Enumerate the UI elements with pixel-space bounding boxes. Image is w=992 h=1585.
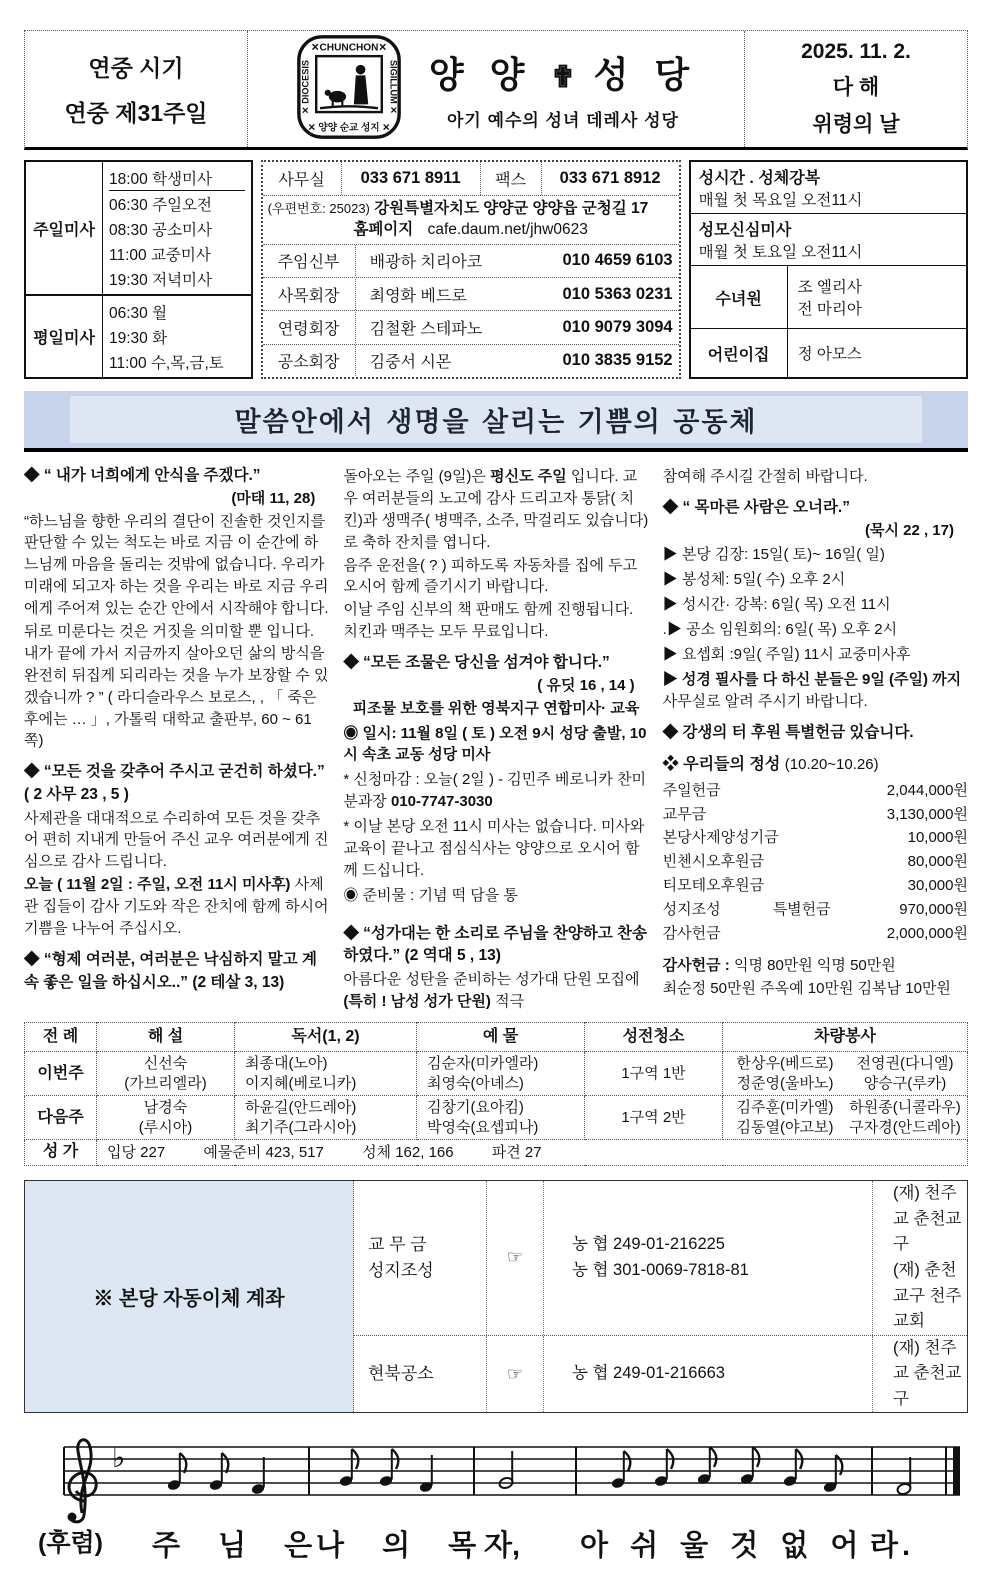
announcement-item: ▶ 성시간· 강복: 6일( 목) 오전 11시: [662, 596, 891, 614]
feast-day: 위령의 날: [812, 113, 900, 136]
offering-row: [663, 779, 968, 803]
church-title-block: [429, 47, 697, 131]
offering-amount: 10,000원: [907, 829, 968, 847]
scripture-quote: “ 내가 너희에게 안식을 주겠다.”: [43, 467, 261, 484]
paragraph-text: 적극: [490, 992, 525, 1010]
scripture-quote: “모든 것을 갖추어 주시고 굳건히 하셨다.”: [43, 763, 325, 781]
diamond-bullet-icon: ◆: [24, 467, 40, 484]
title-left: 양 양: [428, 54, 533, 95]
event-item: ◉ 준비물 : 기념 떡 담을 통: [343, 886, 518, 904]
hymn-entry: 입당 227: [107, 1144, 166, 1162]
staff-role: 공소회장: [263, 345, 356, 376]
body-columns: [24, 465, 968, 1014]
hymn-numbers: [97, 1140, 968, 1166]
bulletin-date: 2025. 11. 2.: [801, 40, 911, 63]
office-phone: 033 671 8911: [360, 169, 461, 187]
diamond-bullet-icon: ◆: [24, 950, 40, 968]
paragraph: 참여해 주시길 간절히 바랍니다.: [662, 468, 868, 485]
motto-text: 말씀안에서 생명을 살리는 기쁨의 공동체: [234, 407, 758, 438]
paragraph: 이날 주임 신부의 책 판매도 함께 진행됩니다. 치킨과 맥주는 모두 무료입니다.: [343, 601, 634, 641]
paragraph: [343, 969, 648, 1013]
svg-text:✕ 양양 순교 성지 ✕: ✕ 양양 순교 성지 ✕: [307, 121, 391, 133]
music-staff-icon: [24, 1427, 968, 1523]
scripture-quote: “모든 조물은 당신을 섬겨야 합니다.”: [363, 654, 610, 672]
staff-name: 김중서 시몬: [369, 354, 452, 372]
hymn-row: [25, 1140, 968, 1166]
offering-label: 티모테오후원금: [662, 877, 765, 895]
lyric-segment: 나 의 목: [316, 1530, 492, 1563]
offering-amount: 2,000,000원: [886, 924, 968, 942]
mass-time: 06:30 월: [109, 304, 168, 322]
mass-time: 08:30 공소미사: [109, 221, 212, 239]
offering-amount: 80,000원: [907, 853, 968, 871]
account-number: 농 협 249-01-216225 농 협 301-0069-7818-81: [544, 1181, 873, 1334]
account-row: [354, 1181, 967, 1335]
highlight-text: 오늘 ( 11월 2일 : 주일, 오전 11시 미사후): [24, 876, 291, 894]
liturgy-duty-table: [24, 1022, 968, 1167]
offerings-title: [663, 753, 968, 776]
column-left: [24, 465, 329, 1014]
staff-phone: 010 3835 9152: [562, 351, 673, 370]
paragraph: [343, 466, 648, 554]
gifts-cell: 김순자(미카엘라) 최영숙(아녜스): [417, 1052, 585, 1096]
lyric-segment: 아 쉬 울 것 없 어: [580, 1530, 866, 1563]
thanks-offering-line: [663, 955, 968, 977]
svg-text:✕CHUNCHON✕: ✕CHUNCHON✕: [310, 41, 387, 53]
scripture-ref: ( 유딧 16 , 14 ): [537, 676, 635, 694]
weekday-mass-label: 평일미사: [26, 296, 103, 377]
offering-amount: 970,000원: [899, 901, 968, 919]
daycare-name: 정 아모스: [797, 346, 862, 364]
svg-text:✕ DIOCESIS: ✕ DIOCESIS: [300, 59, 311, 114]
office-label: 사무실: [263, 162, 342, 195]
offerings-title-text: 우리들의 정성: [683, 756, 781, 774]
diamond-bullet-icon: ◆: [343, 654, 359, 672]
offering-row: [663, 803, 968, 827]
duty-row-this-week: [25, 1052, 968, 1096]
fax-phone: 033 671 8912: [559, 169, 661, 187]
season-line1: 연중 시기: [88, 55, 184, 81]
account-purpose: 현북공소: [354, 1336, 487, 1413]
scripture-ref: (묵시 22 , 17): [864, 521, 954, 539]
mass-time: 19:30 저녁미사: [109, 271, 212, 289]
mass-time: 18:00 학생미사: [109, 165, 245, 191]
announcement-item: ▶ 요셉회 :9일( 주일) 11시 교중미사후: [662, 645, 911, 663]
event-item: * 이날 본당 오전 11시 미사는 없습니다. 미사와 교육이 끝나고 점심식사는 양양으로 오시어 함께 드십니다.: [343, 818, 645, 879]
paragraph-text: 입니다. 교우 여러분들의 노고에 감사 드리고자 통닭( 치킨)과 생맥주( 병맥주, 소주, 막걸리도 있습니다)로 축하 잔치를 엽니다.: [343, 468, 649, 551]
convent-sister: 전 마리아: [797, 301, 862, 319]
account-number: 농 협 249-01-216663: [544, 1336, 873, 1413]
announcement-item: ▶ 본당 김장: 15일( 토)~ 16일( 일): [662, 546, 885, 564]
mass-time: 06:30 주일오전: [109, 196, 212, 214]
scripture-quote: “ 목마른 사람은 오너라.”: [682, 498, 850, 516]
event-item: [343, 769, 648, 813]
postal-code: (우편번호: 25023): [267, 201, 370, 216]
offering-amount: 30,000원: [907, 877, 968, 895]
date-box: [744, 31, 967, 147]
church-subtitle: 아기 예수의 성녀 데레사 성당: [447, 111, 679, 130]
daycare-label: 어린이집: [691, 329, 788, 377]
hymn-label: 성 가: [25, 1140, 97, 1166]
mass-time: 11:00 수,목,금,토: [109, 354, 224, 372]
staff-name: 최영화 베드로: [369, 287, 467, 305]
mass-time: 11:00 교중미사: [109, 246, 211, 264]
scripture-quote: “형제 여러분, 여러분은 낙심하지 말고 계속 좋은 일을 하십시오..” (2 테살 3, 13): [24, 950, 317, 991]
bank-accounts-box: [24, 1180, 968, 1413]
announcement-item: [663, 669, 968, 713]
mass-time: 19:30 화: [109, 329, 168, 347]
staff-role: 사목회장: [263, 279, 356, 310]
paragraph: 뒤로 미룬다는 것은 거짓을 의미할 뿐 입니다. 내가 끝에 가서 지금까지 살아오던 삶의 방식을 완전히 뒤집게 되리라는 것을 누가 보장할 수 있겠습니까 ? ” ( 라디슬라우스 보로스, , 「 죽은 후에는 … 」, 가톨릭 대학교 출판부, 60 ~ 61쪽): [24, 622, 329, 750]
col-header: 전 례: [25, 1022, 97, 1052]
diamond-bullet-icon: ◆: [343, 924, 359, 942]
holy-hour-title: 성시간 . 성체강복: [698, 170, 821, 187]
lyric-segment: 자,: [484, 1530, 521, 1563]
scripture-ref: (마태 11, 28): [231, 489, 316, 507]
convent-label: 수녀원: [691, 266, 788, 328]
cleaning-cell: 1구역 2반: [585, 1096, 723, 1140]
account-holder: (재) 천주교 춘천교구 (재) 춘천교구 천주교회: [893, 1184, 962, 1331]
svg-text:SIGILLUM ✕: SIGILLUM ✕: [388, 59, 399, 114]
diocese-seal-icon: [295, 33, 403, 146]
staff-phone: 010 9079 3094: [562, 318, 673, 337]
header: [24, 30, 968, 150]
commentary-cell: 남경숙 (루시아): [97, 1096, 235, 1140]
offering-row: [663, 898, 968, 922]
convent-sister: 조 엘리사: [797, 279, 862, 297]
account-holder: (재) 천주교 춘천교구: [893, 1338, 962, 1408]
marian-mass-time: 매월 첫 토요일 오전11시: [698, 244, 863, 261]
announcement-item: .▶ 공소 임원회의: 6일( 목) 오후 2시: [662, 621, 898, 639]
duty-header-row: [25, 1022, 968, 1052]
account-row: [354, 1336, 967, 1413]
homepage-label: 홈페이지: [353, 220, 414, 238]
sunday-mass-label: 주일미사: [26, 162, 103, 294]
offering-row: [663, 850, 968, 874]
refrain-label: (후렴): [38, 1529, 103, 1558]
staff-name: 김철환 스테파노: [369, 321, 483, 339]
info-tables: [24, 160, 968, 379]
lyric-segment: 라.: [870, 1530, 915, 1563]
paragraph-text: 사제관 집들이 감사 기도와 작은 잔치에 함께 하시어 기쁨을 나누어 주십시오.: [24, 876, 329, 938]
scripture-quote: “성가대는 한 소리로 주님을 찬양하고 찬송하였다.” (2 역대 5 , 13): [343, 924, 647, 965]
readers-cell: 최종대(노아) 이지혜(베로니카): [235, 1052, 417, 1096]
title-right: 성 당: [593, 54, 698, 95]
diamond-bullet-icon: ◆: [24, 763, 40, 781]
offering-label: 주일헌금: [662, 781, 721, 799]
commentary-cell: 신선숙 (가브리엘라): [97, 1052, 235, 1096]
motto-banner: [24, 391, 968, 452]
thanks-offering-line2: 최순정 50만원 주옥예 10만원 김복남 10만원: [662, 979, 951, 997]
offering-row: [663, 826, 968, 850]
drivers-cell: 한상우(베드로) 정준영(울바노) 전영권(다니엘) 양승구(루카): [723, 1052, 968, 1096]
col-header: 해 설: [97, 1022, 235, 1052]
drivers-cell: 김주훈(미카엘) 김동열(야고보) 하원종(니콜라우) 구자경(안드레아): [723, 1096, 968, 1140]
paragraph: “하느님을 향한 우리의 결단이 진솔한 것인지를 판단할 수 있는 척도는 바로 지금 이 순간에 하느님께 마음을 돌리는 것밖에 없습니다. 우리가 미래에 되고자 하는 것을 우리는 바로 지금 우리에게 주어져 있는 순간 안에서 시작해야 합니다.: [24, 512, 329, 618]
special-collection-note: ◆ 강생의 터 후원 특별헌금 있습니다.: [662, 723, 914, 741]
staff-name: 배광하 치리아코: [369, 254, 483, 272]
offering-row: [663, 874, 968, 898]
paragraph: 음주 운전을( ? ) 피하도록 자동차를 집에 두고 오시어 함께 즐기시기 바랍니다.: [343, 556, 638, 596]
announcement-item: ▶ 봉성체: 5일( 수) 오후 2시: [662, 571, 846, 589]
church-title: [429, 47, 697, 98]
scripture-ref: ( 2 사무 23 , 5 ): [24, 785, 129, 803]
staff-role: 연령회장: [263, 312, 356, 343]
row-label: 이번주: [25, 1052, 97, 1096]
gifts-cell: 김창기(요아킴) 박영숙(요셉피나): [417, 1096, 585, 1140]
highlight-text: 감사헌금 :: [662, 956, 730, 974]
offering-label: 본당사제양성기금: [662, 829, 779, 847]
paragraph-text: 아름다운 성탄을 준비하는 성가대 단원 모집에: [343, 970, 640, 988]
highlight-text: (특히 ! 남성 성가 단원): [343, 992, 491, 1010]
offering-label: 성지조성 특별헌금: [662, 901, 831, 919]
paragraph-text: * 신청마감 : 오늘( 2일 ) - 김민주 베로니카 찬미분과장: [343, 771, 647, 811]
holy-hour-time: 매월 첫 목요일 오전11시: [698, 192, 863, 209]
paragraph-text: 사무실로 알려 주시기 바랍니다.: [662, 692, 868, 710]
event-item: ◉ 일시: 11월 8일 ( 토 ) 오전 9시 성당 출발, 10시 속초 교동 성당 미사: [343, 724, 647, 764]
staff-phone: 010 4659 6103: [562, 251, 673, 270]
season-line2: 연중 제31주일: [64, 100, 208, 126]
account-purpose: 교 무 금 성지조성: [354, 1181, 487, 1334]
phone-number: 010-7747-3030: [390, 793, 493, 811]
offering-amount: 3,130,000원: [886, 805, 968, 823]
svg-text:♭: ♭: [112, 1441, 126, 1475]
row-label: 다음주: [25, 1096, 97, 1140]
office-contact-table: [261, 160, 681, 379]
marian-mass-title: 성모신심미사: [698, 222, 792, 239]
readers-cell: 하윤길(안드레아) 최기주(그라시아): [235, 1096, 417, 1140]
highlight-text: ▶ 성경 필사를 다 하신 분들은 9일 (주일) 까지: [662, 670, 962, 688]
hymn-refrain-score: [24, 1427, 968, 1585]
pointing-hand-icon: ☞: [487, 1181, 544, 1334]
liturgical-season-box: [25, 31, 248, 147]
col-header: 예 물: [417, 1022, 585, 1052]
offering-label: 감사헌금: [662, 924, 721, 942]
paragraph: 사제관을 대대적으로 수리하여 모든 것을 갖추어 편히 지내게 만들어 주신 교우 여러분에게 진심으로 감사 드립니다.: [24, 809, 329, 871]
offering-row: [663, 922, 968, 946]
paragraph: [24, 874, 329, 940]
cross-icon: ✟: [550, 61, 576, 94]
paragraph-text: 돌아오는 주일 (9일)은: [343, 468, 491, 485]
column-right: [663, 465, 968, 1014]
address: 강원특별자치도 양양군 양양읍 군청길 17: [374, 200, 649, 217]
paragraph-text: 익명 80만원 익명 50만원: [729, 956, 896, 974]
column-middle: [343, 465, 648, 1014]
accounts-label: ※ 본당 자동이체 계좌: [25, 1181, 354, 1412]
offering-label: 빈첸시오후원금: [662, 853, 765, 871]
hymn-entry: 예물준비 423, 517: [203, 1144, 324, 1162]
highlight-text: 평신도 주일: [490, 468, 567, 485]
offering-amount: 2,044,000원: [886, 781, 968, 799]
liturgical-cycle: 다 해: [832, 76, 880, 99]
staff-role: 주임신부: [263, 245, 356, 276]
duty-row-next-week: [25, 1096, 968, 1140]
lyric-segment: 주 님 은: [152, 1530, 328, 1563]
offering-label: 교무금: [662, 805, 707, 823]
offerings-period: (10.20~10.26): [784, 756, 879, 774]
homepage-url[interactable]: cafe.daum.net/jhw0623: [427, 220, 588, 238]
pointing-hand-icon: ☞: [487, 1336, 544, 1413]
staff-phone: 010 5363 0231: [562, 284, 673, 303]
hymn-entry: 성체 162, 166: [362, 1144, 454, 1162]
diamond-bullet-icon: ◆: [662, 498, 679, 516]
mass-schedule-table: [24, 160, 253, 379]
header-center: [248, 31, 744, 147]
col-header: 독서(1, 2): [235, 1022, 417, 1052]
event-title: 피조물 보호를 위한 영북지구 연합미사· 교육: [352, 699, 640, 717]
col-header: 차량봉사: [723, 1022, 968, 1052]
devotions-table: [689, 160, 968, 379]
four-diamond-icon: ❖: [662, 756, 679, 774]
col-header: 성전청소: [585, 1022, 723, 1052]
fax-label: 팩스: [480, 162, 542, 195]
hymn-entry: 파견 27: [491, 1144, 542, 1162]
cleaning-cell: 1구역 1반: [585, 1052, 723, 1096]
